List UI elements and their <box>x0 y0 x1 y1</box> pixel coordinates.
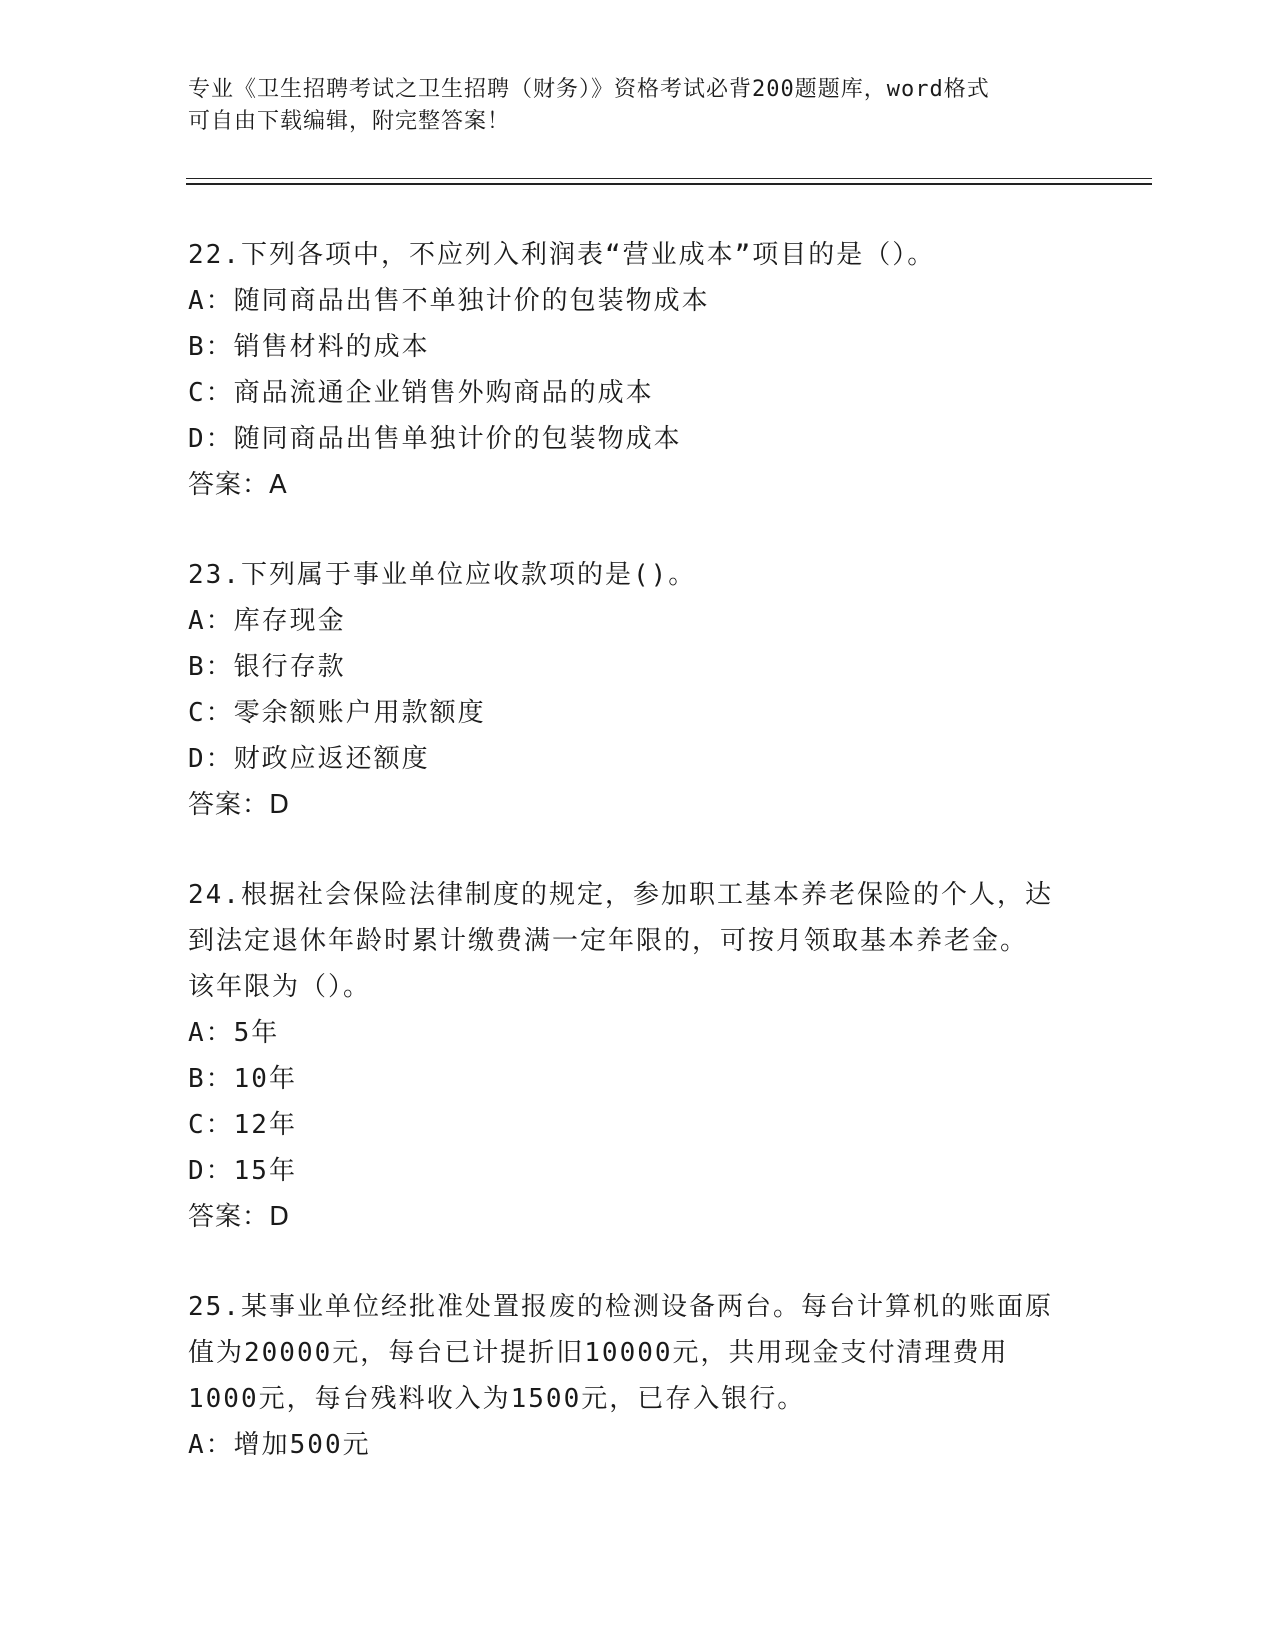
option-d: D：财政应返还额度 <box>188 744 430 774</box>
option-d: D：随同商品出售单独计价的包装物成本 <box>188 424 682 454</box>
answer: 答案：D <box>188 1202 291 1232</box>
option-a: A：增加500元 <box>188 1430 371 1460</box>
option-a: A：5年 <box>188 1018 280 1048</box>
question-text-line-2: 值为20000元，每台已计提折旧10000元，共用现金支付清理费用 <box>188 1338 1009 1368</box>
header-divider-thin <box>186 178 1152 179</box>
header-divider-thick <box>186 183 1152 185</box>
question-25 <box>188 1284 1088 1468</box>
option-c: C：12年 <box>188 1110 297 1140</box>
option-a: A：库存现金 <box>188 606 346 636</box>
option-a: A：随同商品出售不单独计价的包装物成本 <box>188 286 710 316</box>
option-c: C：零余额账户用款额度 <box>188 698 486 728</box>
option-d: D：15年 <box>188 1156 297 1186</box>
question-text-line-2: 到法定退休年龄时累计缴费满一定年限的，可按月领取基本养老金。 <box>188 926 1029 956</box>
question-text-line-3: 该年限为（）。 <box>188 972 372 1002</box>
question-text: 22.下列各项中，不应列入利润表“营业成本”项目的是（）。 <box>188 240 936 270</box>
question-23 <box>188 552 1088 828</box>
answer: 答案：A <box>188 470 288 500</box>
option-c: C：商品流通企业销售外购商品的成本 <box>188 378 654 408</box>
question-text-line-1: 25.某事业单位经批准处置报废的检测设备两台。每台计算机的账面原 <box>188 1292 1053 1322</box>
question-list <box>188 232 1088 1512</box>
answer: 答案：D <box>188 790 291 820</box>
question-text-line-3: 1000元，每台残料收入为1500元，已存入银行。 <box>188 1384 806 1414</box>
question-text-line-1: 24.根据社会保险法律制度的规定，参加职工基本养老保险的个人，达 <box>188 880 1053 910</box>
option-b: B：销售材料的成本 <box>188 332 430 362</box>
header-line-2: 可自由下载编辑，附完整答案！ <box>188 109 511 134</box>
header-line-1: 专业《卫生招聘考试之卫生招聘（财务）》资格考试必背200题题库，word格式 <box>188 77 990 102</box>
question-22 <box>188 232 1088 508</box>
option-b: B：10年 <box>188 1064 297 1094</box>
question-text: 23.下列属于事业单位应收款项的是()。 <box>188 560 697 590</box>
option-b: B：银行存款 <box>188 652 346 682</box>
question-24 <box>188 872 1088 1240</box>
document-header <box>188 74 1088 138</box>
